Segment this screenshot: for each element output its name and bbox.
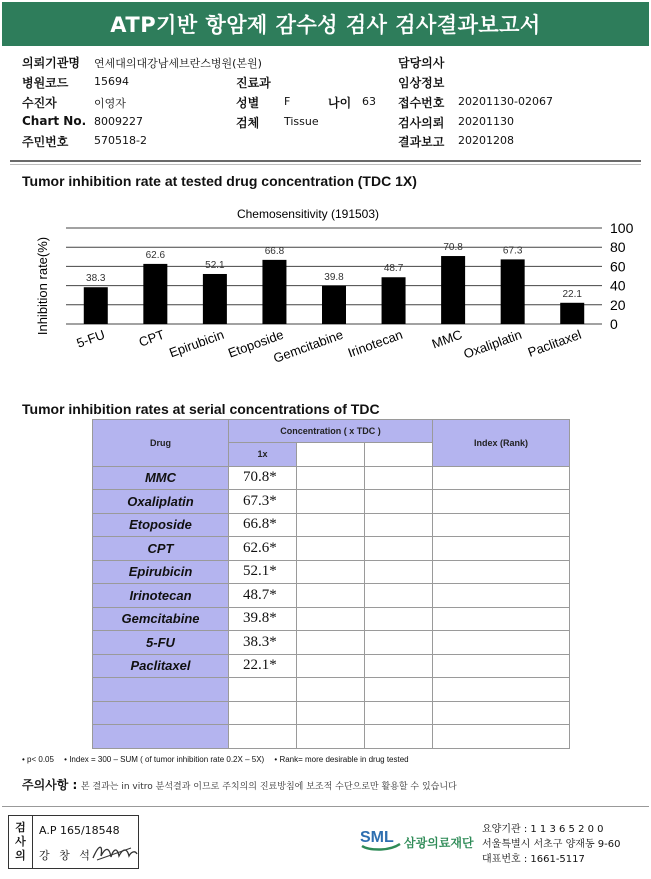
- sml-logo: [358, 824, 402, 854]
- drug-table-container: [92, 419, 570, 749]
- sex-label: 성별: [236, 96, 260, 110]
- drug-header: Drug: [93, 420, 229, 467]
- drug-name: Irinotecan: [93, 584, 229, 608]
- empty-cell: [297, 701, 365, 725]
- empty-cell: [365, 678, 433, 702]
- divider: [2, 806, 649, 807]
- x-tick-label: Gemcitabine: [271, 326, 346, 366]
- collector-label: 수진자: [22, 96, 57, 110]
- bar-cpt: [143, 264, 167, 324]
- bar-value-label: 52.1: [205, 259, 225, 271]
- concentration-empty-header: [297, 443, 365, 467]
- footnote-rank: • Rank= more desirable in drug tested: [274, 755, 409, 764]
- index-cell: [433, 560, 570, 584]
- chemosensitivity-chart: [0, 198, 651, 398]
- table-row: [93, 584, 570, 608]
- receipt-value: 20201130-02067: [458, 95, 553, 108]
- drug-name: Paclitaxel: [93, 654, 229, 678]
- empty-cell: [365, 607, 433, 631]
- bar-gemcitabine: [322, 286, 346, 324]
- resident-no-label: 주민번호: [22, 135, 69, 149]
- y-tick-label: 100: [610, 220, 634, 236]
- drug-name: MMC: [93, 466, 229, 490]
- specimen-label: 검체: [236, 116, 260, 130]
- report-title: ATP기반 항암제 감수성 검사 검사결과보고서: [110, 13, 541, 37]
- resident-no-value: 570518-2: [94, 134, 147, 147]
- empty-cell: [229, 701, 297, 725]
- hospital-code-value: 15694: [94, 75, 129, 88]
- empty-cell: [433, 678, 570, 702]
- signature-box: [8, 815, 139, 869]
- empty-cell: [365, 537, 433, 561]
- drug-value-1x: 67.3*: [229, 490, 297, 514]
- index-cell: [433, 584, 570, 608]
- table-row: [93, 513, 570, 537]
- report-label: 결과보고: [398, 135, 445, 149]
- chart-title: Chemosensitivity (191503): [236, 207, 380, 221]
- bar-value-label: 39.8: [324, 271, 344, 283]
- x-tick-label: Irinotecan: [345, 326, 405, 361]
- empty-cell: [365, 631, 433, 655]
- index-cell: [433, 513, 570, 537]
- table-row: [93, 560, 570, 584]
- index-cell: [433, 631, 570, 655]
- y-tick-label: 40: [610, 277, 626, 294]
- index-cell: [433, 537, 570, 561]
- chart-no-label: Chart No.: [22, 114, 87, 128]
- footnote-pvalue: • p< 0.05: [22, 755, 54, 764]
- hospital-code-label: 병원코드: [22, 76, 69, 90]
- caution-label: 주의사항 :: [22, 778, 78, 792]
- x-tick-label: Oxaliplatin: [461, 326, 524, 362]
- divider: [10, 164, 641, 165]
- age-value: 63: [362, 95, 376, 108]
- patient-info: [22, 54, 632, 150]
- y-tick-label: 20: [610, 296, 626, 313]
- drug-name: 5-FU: [93, 631, 229, 655]
- drug-value-1x: 52.1*: [229, 560, 297, 584]
- table-row-empty: [93, 701, 570, 725]
- receipt-label: 접수번호: [398, 96, 445, 110]
- index-cell: [433, 466, 570, 490]
- bar-etoposide: [262, 260, 286, 324]
- empty-cell: [297, 537, 365, 561]
- y-tick-label: 80: [610, 239, 626, 256]
- empty-cell: [365, 701, 433, 725]
- bar-value-label: 66.8: [264, 245, 285, 257]
- drug-name: Epirubicin: [93, 560, 229, 584]
- handwritten-signature: [91, 842, 139, 864]
- empty-cell: [365, 466, 433, 490]
- bar-oxaliplatin: [501, 259, 525, 324]
- section-title-tdc: Tumor inhibition rate at tested drug concentration (TDC 1X): [22, 173, 417, 189]
- drug-value-1x: 66.8*: [229, 513, 297, 537]
- empty-cell: [297, 654, 365, 678]
- examiner-name: 강 창 석: [39, 849, 93, 862]
- index-cell: [433, 654, 570, 678]
- x-tick-label: Epirubicin: [167, 326, 226, 361]
- ap-number: A.P 165/18548: [39, 824, 120, 837]
- footnote-index: • Index = 300 – SUM ( of tumor inhibition rate 0.2X – 5X): [64, 755, 265, 764]
- bar-value-label: 62.6: [145, 249, 166, 261]
- empty-cell: [93, 725, 229, 749]
- doctor-label: 담당의사: [398, 56, 445, 70]
- empty-cell: [365, 490, 433, 514]
- specimen-value: Tissue: [284, 115, 319, 128]
- empty-cell: [365, 513, 433, 537]
- empty-cell: [433, 701, 570, 725]
- concentration-1x-header: 1x: [229, 443, 297, 467]
- report-value: 20201208: [458, 134, 514, 147]
- caution-text: 본 결과는 in vitro 분석결과 이므로 주치의의 진료방침에 보조적 수단으로만 활용할 수 있습니다: [80, 782, 457, 792]
- drug-table: [92, 419, 570, 749]
- table-row: [93, 537, 570, 561]
- table-row: [93, 490, 570, 514]
- bar-paclitaxel: [560, 303, 584, 324]
- report-title-bar: [2, 2, 649, 46]
- drug-name: Etoposide: [93, 513, 229, 537]
- org-name: 삼광의료재단: [404, 836, 474, 850]
- index-cell: [433, 490, 570, 514]
- empty-cell: [433, 725, 570, 749]
- age-label: 나이: [328, 96, 352, 110]
- empty-cell: [93, 701, 229, 725]
- bar-5-fu: [84, 287, 108, 324]
- department-label: 진료과: [236, 76, 271, 90]
- drug-name: Gemcitabine: [93, 607, 229, 631]
- y-tick-label: 60: [610, 258, 626, 275]
- table-row: [93, 607, 570, 631]
- institution-value: 연세대의대강남세브란스병원(본원): [94, 57, 262, 70]
- empty-cell: [93, 678, 229, 702]
- bar-value-label: 67.3: [502, 245, 523, 257]
- concentration-header: Concentration ( x TDC ): [229, 420, 433, 443]
- institution-label: 의뢰기관명: [22, 56, 80, 70]
- empty-cell: [229, 725, 297, 749]
- empty-cell: [229, 678, 297, 702]
- request-label: 검사의뢰: [398, 116, 445, 130]
- contact-info: [482, 822, 621, 867]
- bar-value-label: 22.1: [562, 288, 582, 300]
- drug-value-1x: 62.6*: [229, 537, 297, 561]
- drug-value-1x: 48.7*: [229, 584, 297, 608]
- collector-value: 이영자: [94, 97, 126, 110]
- empty-cell: [297, 490, 365, 514]
- concentration-empty-header: [365, 443, 433, 467]
- empty-cell: [297, 631, 365, 655]
- examiner-side-label: 검 사 의: [9, 816, 33, 868]
- logo-text: SML: [360, 829, 394, 846]
- section-title-serial: Tumor inhibition rates at serial concentrations of TDC: [22, 401, 380, 417]
- org-phone: 대표번호 : 1661-5117: [482, 854, 585, 865]
- y-tick-label: 0: [610, 316, 618, 332]
- empty-cell: [297, 466, 365, 490]
- drug-value-1x: 38.3*: [229, 631, 297, 655]
- footnotes: [22, 755, 417, 764]
- empty-cell: [297, 560, 365, 584]
- empty-cell: [365, 725, 433, 749]
- bar-value-label: 38.3: [86, 273, 106, 285]
- institution-code: 요양기관 : 1 1 3 6 5 2 0 0: [482, 824, 604, 835]
- x-tick-label: MMC: [429, 326, 465, 352]
- x-tick-label: 5-FU: [74, 326, 107, 351]
- empty-cell: [297, 584, 365, 608]
- index-header: Index (Rank): [433, 420, 570, 467]
- chart-no-value: 8009227: [94, 115, 143, 128]
- table-row-empty: [93, 678, 570, 702]
- table-row: [93, 654, 570, 678]
- bar-mmc: [441, 256, 465, 324]
- bar-irinotecan: [382, 277, 406, 324]
- empty-cell: [365, 654, 433, 678]
- clinical-label: 임상정보: [398, 76, 445, 90]
- empty-cell: [297, 607, 365, 631]
- bar-value-label: 70.8: [443, 242, 463, 254]
- table-row: [93, 466, 570, 490]
- caution-note: [22, 776, 457, 793]
- request-value: 20201130: [458, 115, 514, 128]
- drug-name: CPT: [93, 537, 229, 561]
- drug-value-1x: 22.1*: [229, 654, 297, 678]
- index-cell: [433, 607, 570, 631]
- y-axis-label: Inhibition rate(%): [35, 236, 50, 336]
- table-row-empty: [93, 725, 570, 749]
- x-tick-label: CPT: [136, 326, 167, 350]
- divider: [10, 160, 641, 162]
- empty-cell: [365, 560, 433, 584]
- empty-cell: [365, 584, 433, 608]
- org-address: 서울특별시 서초구 양재동 9-60: [482, 839, 621, 850]
- bar-epirubicin: [203, 274, 227, 324]
- x-tick-label: Paclitaxel: [525, 326, 584, 360]
- sex-value: F: [284, 95, 291, 108]
- drug-value-1x: 70.8*: [229, 466, 297, 490]
- x-tick-label: Etoposide: [225, 326, 286, 361]
- empty-cell: [297, 725, 365, 749]
- drug-value-1x: 39.8*: [229, 607, 297, 631]
- empty-cell: [297, 678, 365, 702]
- empty-cell: [297, 513, 365, 537]
- bar-value-label: 48.7: [383, 263, 404, 275]
- table-row: [93, 631, 570, 655]
- drug-name: Oxaliplatin: [93, 490, 229, 514]
